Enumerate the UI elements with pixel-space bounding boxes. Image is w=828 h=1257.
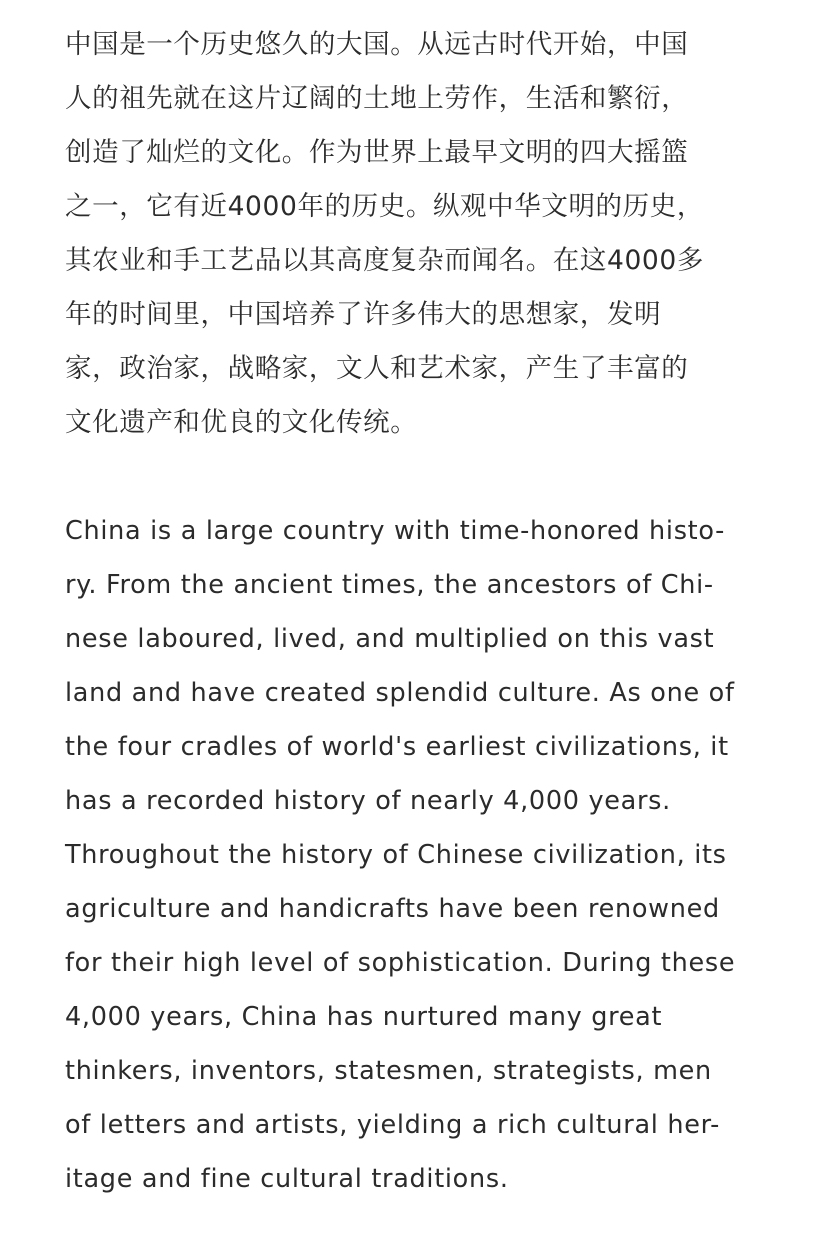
text-line: Throughout the history of Chinese civilization, its: [65, 840, 727, 870]
text-line: the four cradles of world's earliest civilizations, it: [65, 732, 729, 762]
text-line: 其农业和手工艺品以其高度复杂而闻名。在这4000多: [65, 245, 704, 276]
text-line: 之一，它有近4000年的历史。纵观中华文明的历史，: [65, 191, 704, 222]
text-line: 文化遗产和优良的文化传统。: [65, 407, 418, 438]
text-line: itage and fine cultural traditions.: [65, 1164, 509, 1194]
text-line: 4,000 years, China has nurtured many great: [65, 1002, 663, 1032]
text-line: for their high level of sophistication. During these: [65, 948, 736, 978]
text-line: nese laboured, lived, and multiplied on this vast: [65, 624, 715, 654]
text-line: 创造了灿烂的文化。作为世界上最早文明的四大摇篮: [65, 137, 689, 168]
text-line: China is a large country with time-honored histo-: [65, 516, 726, 546]
text-line: agriculture and handicrafts have been renowned: [65, 894, 720, 924]
text-line: 中国是一个历史悠久的大国。从远古时代开始，中国: [65, 29, 689, 60]
text-line: ry. From the ancient times, the ancestors of Chi-: [65, 570, 714, 600]
chinese-paragraph: [65, 18, 765, 450]
text-line: 人的祖先就在这片辽阔的土地上劳作，生活和繁衍，: [65, 83, 689, 114]
text-line: has a recorded history of nearly 4,000 years.: [65, 786, 671, 816]
english-paragraph: [65, 504, 775, 1206]
text-line: 家，政治家，战略家，文人和艺术家，产生了丰富的: [65, 353, 689, 384]
text-line: of letters and artists, yielding a rich cultural her-: [65, 1110, 721, 1140]
text-line: thinkers, inventors, statesmen, strategists, men: [65, 1056, 712, 1086]
text-line: 年的时间里，中国培养了许多伟大的思想家，发明: [65, 299, 662, 330]
text-line: land and have created splendid culture. As one of: [65, 678, 735, 708]
